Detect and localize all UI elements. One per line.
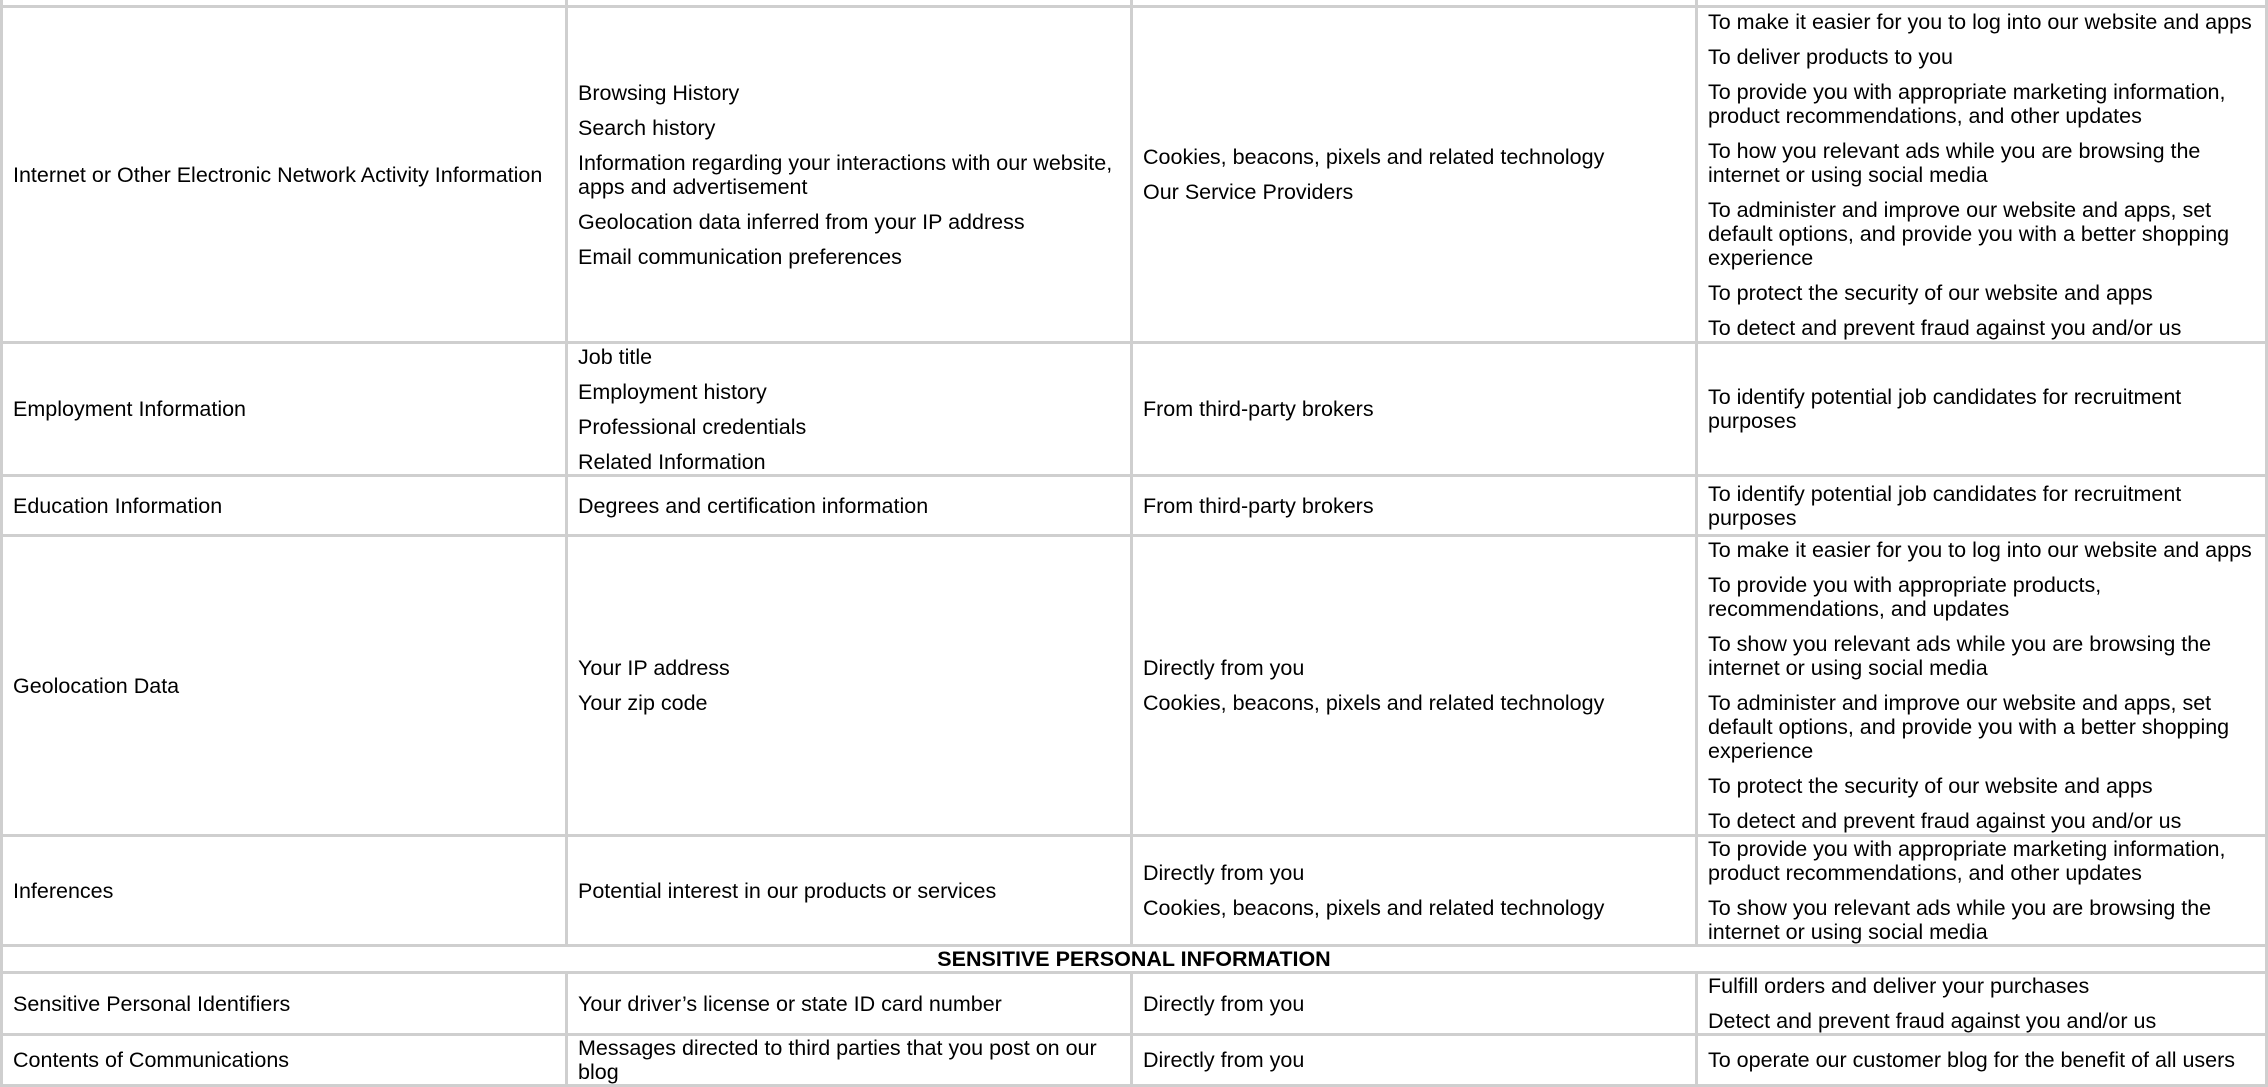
- purpose-item: To show you relevant ads while you are browsing the internet or using social media: [1708, 896, 2212, 944]
- purpose-item: To show you relevant ads while you are browsing the internet or using social media: [1708, 632, 2212, 680]
- category-cell: Inferences: [2, 836, 567, 946]
- table-row: [2, 343, 2267, 476]
- example-item: Information regarding your interactions with our website, apps and advertisement: [578, 150, 1113, 199]
- source-item: Directly from you: [1143, 861, 1305, 885]
- sources-cell: [1132, 476, 1697, 536]
- purposes-cell: [1697, 536, 2267, 836]
- example-item: Your IP address: [578, 656, 730, 680]
- table-row: [2, 7, 2267, 343]
- purpose-item: Detect and prevent fraud against you and/or us: [1708, 1009, 2157, 1033]
- purposes-cell: [1697, 1035, 2267, 1086]
- source-item: Cookies, beacons, pixels and related technology: [1143, 145, 1605, 169]
- example-item: Potential interest in our products or services: [578, 878, 997, 903]
- examples-cell: [567, 1035, 1132, 1086]
- purpose-item: To provide you with appropriate marketing information, product recommendations, and other updates: [1708, 79, 2226, 128]
- examples-cell: [567, 973, 1132, 1035]
- purpose-item: To administer and improve our website and apps, set default options, and provide you with a better shopping experience: [1708, 197, 2230, 270]
- example-item: Related Information: [578, 449, 766, 474]
- purpose-item: To provide you with appropriate marketing information, product recommendations, and other updates: [1708, 837, 2226, 885]
- examples-cell: [567, 476, 1132, 536]
- category-cell: Sensitive Personal Identifiers: [2, 973, 567, 1035]
- purpose-item: To make it easier for you to log into our website and apps: [1708, 538, 2252, 562]
- example-item: Geolocation data inferred from your IP address: [578, 209, 1025, 234]
- example-item: Professional credentials: [578, 414, 807, 439]
- purpose-item: To protect the security of our website and apps: [1708, 280, 2153, 305]
- purpose-item: To identify potential job candidates for recruitment purposes: [1708, 481, 2182, 530]
- purpose-item: To how you relevant ads while you are browsing the internet or using social media: [1708, 138, 2201, 187]
- source-item: Cookies, beacons, pixels and related technology: [1143, 691, 1605, 715]
- sources-cell: [1132, 536, 1697, 836]
- category-cell: Contents of Communications: [2, 1035, 567, 1086]
- purpose-item: To provide you with appropriate products, recommendations, and updates: [1708, 573, 2102, 621]
- example-item: Your zip code: [578, 691, 708, 715]
- purpose-item: To make it easier for you to log into our website and apps: [1708, 9, 2252, 34]
- source-item: Our Service Providers: [1143, 180, 1354, 204]
- category-cell: Education Information: [2, 476, 567, 536]
- table-row: [2, 973, 2267, 1035]
- purposes-cell: [1697, 343, 2267, 476]
- section-heading-row: [2, 946, 2267, 973]
- example-item: Employment history: [578, 379, 767, 404]
- example-item: Your driver’s license or state ID card number: [578, 991, 1002, 1016]
- examples-cell: [567, 7, 1132, 343]
- examples-cell: [567, 536, 1132, 836]
- table-row: [2, 836, 2267, 946]
- purposes-cell: [1697, 836, 2267, 946]
- section-heading: SENSITIVE PERSONAL INFORMATION: [2, 946, 2267, 973]
- source-item: Directly from you: [1143, 1048, 1305, 1072]
- table-row: [2, 536, 2267, 836]
- purposes-cell: [1697, 7, 2267, 343]
- example-item: Degrees and certification information: [578, 493, 929, 518]
- example-item: Messages directed to third parties that you post on our blog: [578, 1036, 1097, 1084]
- purposes-cell: [1697, 476, 2267, 536]
- category-cell: Internet or Other Electronic Network Activity Information: [2, 7, 567, 343]
- example-item: Browsing History: [578, 80, 740, 105]
- examples-cell: [567, 343, 1132, 476]
- purpose-item: To deliver products to you: [1708, 44, 1953, 69]
- table-row: [2, 476, 2267, 536]
- example-item: Email communication preferences: [578, 244, 902, 269]
- purpose-item: To identify potential job candidates for recruitment purposes: [1708, 385, 2182, 433]
- example-item: Job title: [578, 344, 653, 369]
- purpose-item: To operate our customer blog for the benefit of all users: [1708, 1048, 2236, 1072]
- source-item: Directly from you: [1143, 656, 1305, 680]
- source-item: From third-party brokers: [1143, 493, 1374, 518]
- sources-cell: [1132, 343, 1697, 476]
- source-item: From third-party brokers: [1143, 397, 1374, 421]
- examples-cell: [567, 836, 1132, 946]
- category-cell: Employment Information: [2, 343, 567, 476]
- example-item: Search history: [578, 115, 716, 140]
- source-item: Cookies, beacons, pixels and related technology: [1143, 896, 1605, 920]
- purposes-cell: [1697, 973, 2267, 1035]
- purpose-item: To detect and prevent fraud against you and/or us: [1708, 809, 2182, 833]
- purpose-item: To administer and improve our website and apps, set default options, and provide you with a better shopping experience: [1708, 691, 2230, 763]
- sources-cell: [1132, 836, 1697, 946]
- sources-cell: [1132, 973, 1697, 1035]
- purpose-item: Fulfill orders and deliver your purchases: [1708, 974, 2090, 998]
- purpose-item: To protect the security of our website and apps: [1708, 774, 2153, 798]
- sources-cell: [1132, 7, 1697, 343]
- sources-cell: [1132, 1035, 1697, 1086]
- purpose-item: To detect and prevent fraud against you and/or us: [1708, 315, 2182, 340]
- category-cell: Geolocation Data: [2, 536, 567, 836]
- source-item: Directly from you: [1143, 991, 1305, 1016]
- table-row: [2, 1035, 2267, 1086]
